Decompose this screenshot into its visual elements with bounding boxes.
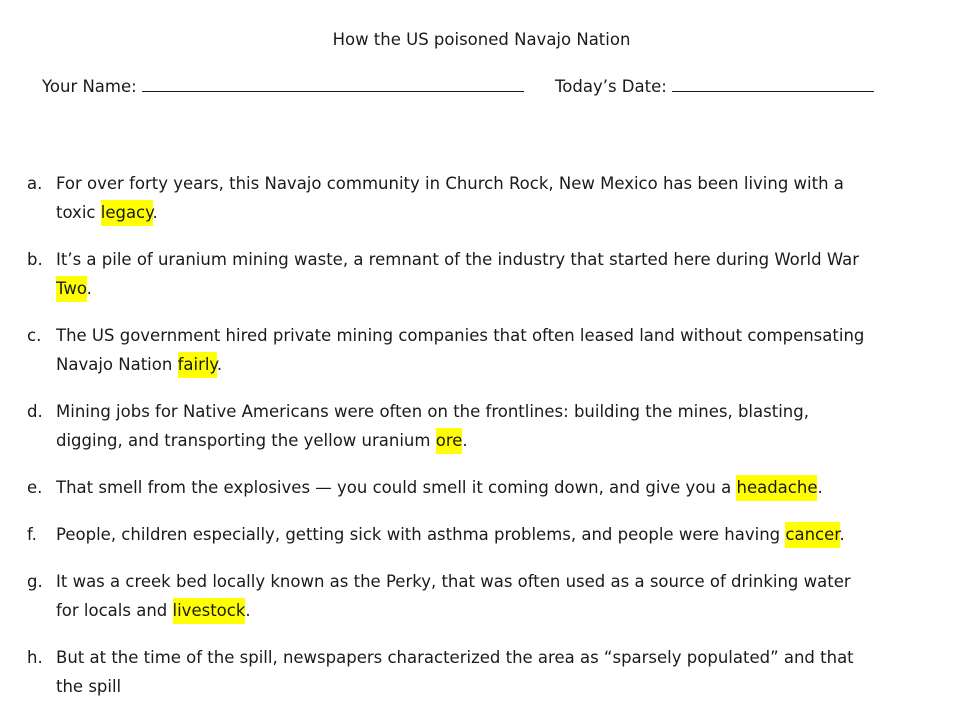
item-punct: . xyxy=(839,525,845,544)
item-text: For over forty years, this Navajo community in Church Rock, New Mexico has been living with a toxic xyxy=(56,174,844,222)
answer-highlight: legacy xyxy=(101,200,153,226)
list-item-b xyxy=(0,245,868,303)
item-text: But at the time of the spill, newspapers characterized the area as “sparsely populated” and that the spill xyxy=(56,648,854,696)
item-letter: b. xyxy=(27,250,43,269)
item-letter: h. xyxy=(27,648,43,667)
item-letter: a. xyxy=(27,174,43,193)
item-punct: . xyxy=(245,601,251,620)
item-text: The US government hired private mining companies that often leased land without compensating Navajo Nation xyxy=(56,326,865,374)
date-field-line xyxy=(555,77,874,96)
item-letter: c. xyxy=(27,326,42,345)
list-item-e xyxy=(0,473,868,502)
list-item-a xyxy=(0,169,868,227)
list-item-d xyxy=(0,397,868,455)
list-item-f xyxy=(0,520,868,549)
list-item-g xyxy=(0,567,868,625)
item-text: It’s a pile of uranium mining waste, a remnant of the industry that started here during World War xyxy=(56,250,860,269)
item-text: People, children especially, getting sick with asthma problems, and people were having xyxy=(56,525,786,544)
item-letter: e. xyxy=(27,478,43,497)
item-text: That smell from the explosives — you could smell it coming down, and give you a xyxy=(56,478,737,497)
item-letter: f. xyxy=(27,525,37,544)
name-field-line xyxy=(42,77,524,96)
item-punct: . xyxy=(817,478,823,497)
list-item-c xyxy=(0,321,868,379)
item-punct: . xyxy=(462,431,468,450)
item-punct: . xyxy=(152,203,158,222)
answer-highlight: Two xyxy=(56,276,87,302)
list-item-h xyxy=(0,643,868,701)
question-list xyxy=(0,169,913,719)
item-punct: . xyxy=(216,355,223,374)
date-blank[interactable] xyxy=(672,77,874,92)
item-text: It was a creek bed locally known as the Perky, that was often used as a source of drinking water for locals and xyxy=(56,572,851,620)
answer-highlight: livestock xyxy=(173,598,246,624)
answer-highlight: headache xyxy=(736,475,817,501)
item-letter: g. xyxy=(27,572,43,591)
item-punct: . xyxy=(86,279,92,298)
worksheet-title: How the US poisoned Navajo Nation xyxy=(332,30,631,49)
item-text: Mining jobs for Native Americans were often on the frontlines: building the mines, blasting, digging, and transporting the yellow uranium xyxy=(56,402,809,450)
item-letter: d. xyxy=(27,402,43,421)
answer-highlight: cancer xyxy=(785,522,839,548)
name-blank[interactable] xyxy=(142,77,524,92)
answer-highlight: ore xyxy=(436,428,463,454)
name-label: Your Name: xyxy=(42,77,137,96)
answer-highlight: fairly xyxy=(178,352,217,378)
date-label: Today’s Date: xyxy=(555,77,667,96)
